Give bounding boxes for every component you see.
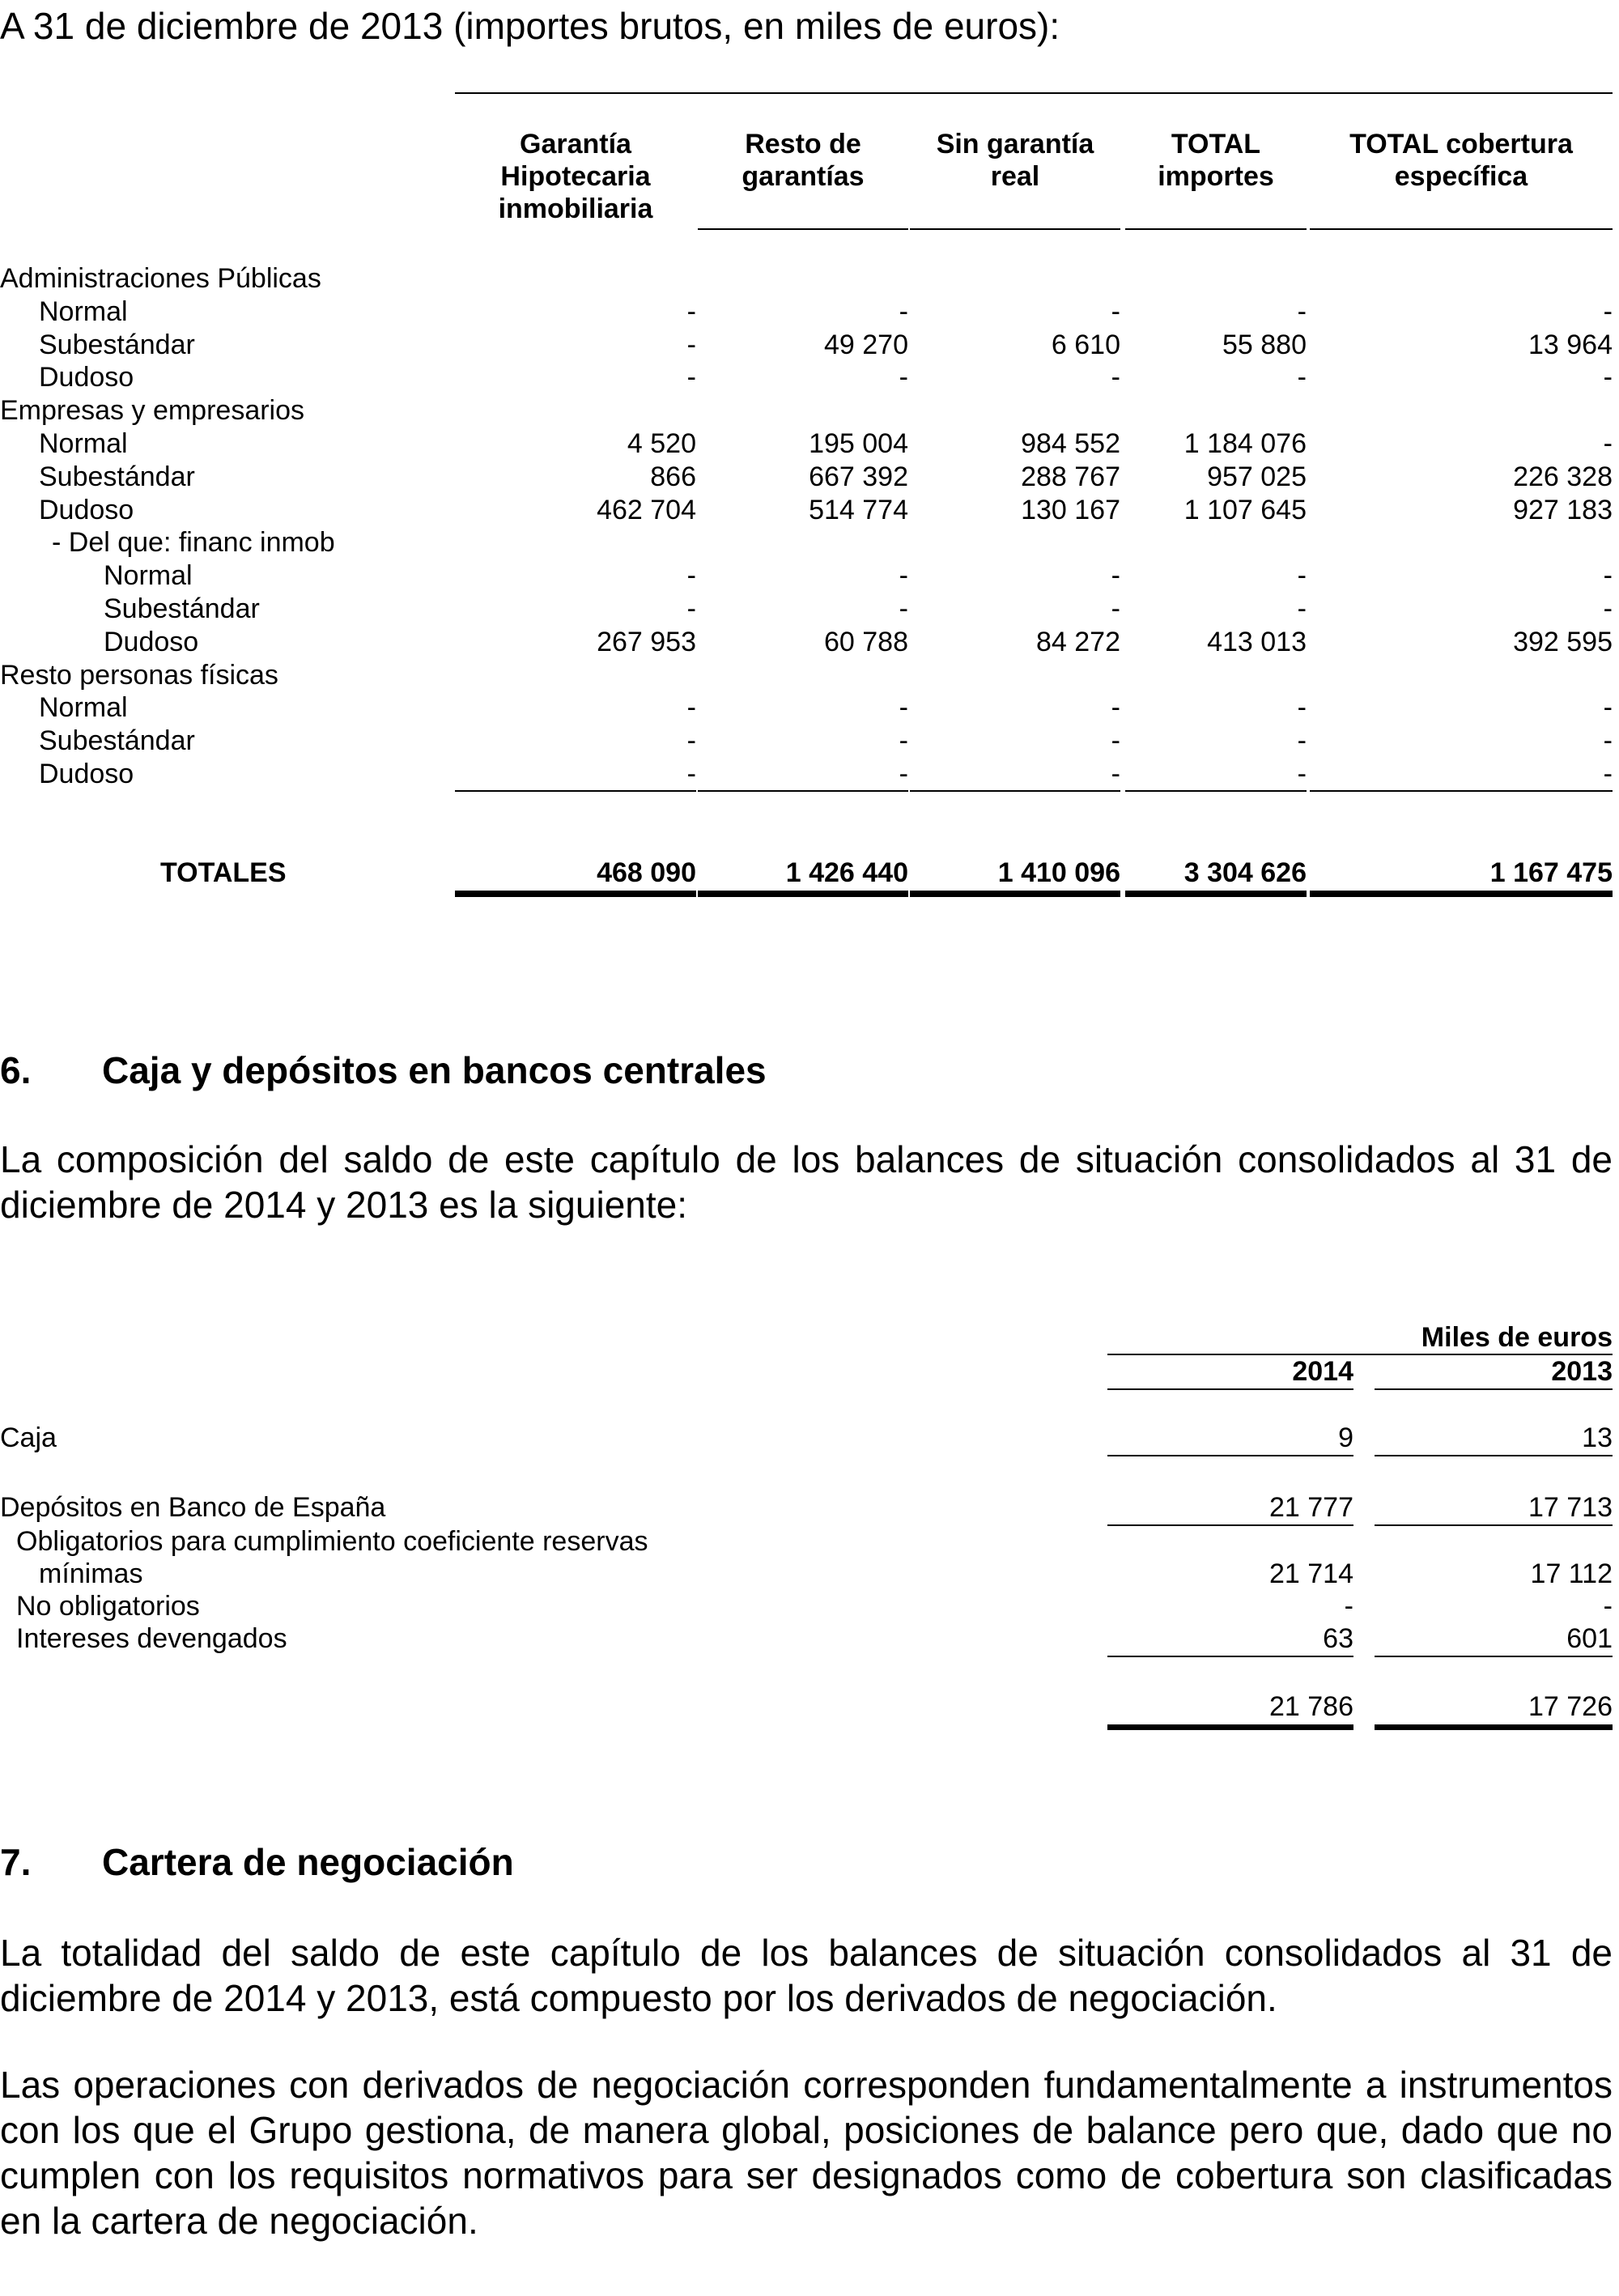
row-label: Subestándar <box>39 461 195 492</box>
column-header-line: garantías <box>742 161 865 192</box>
cell-value: 55 880 <box>1222 329 1307 360</box>
column-header-rule <box>910 228 1120 230</box>
cell-value: - <box>1603 692 1613 724</box>
cell-value: 84 272 <box>1036 626 1120 657</box>
cell-value: - <box>899 692 908 724</box>
rows-bottom-rule <box>910 790 1120 792</box>
cell-value: - <box>899 593 908 624</box>
row-label: Dudoso <box>39 362 134 393</box>
totals-label: TOTALES <box>160 857 287 888</box>
cell-value: 130 167 <box>1021 494 1120 525</box>
column-header-line: Hipotecaria <box>500 161 651 192</box>
total-2014: 21 786 <box>1269 1691 1353 1722</box>
cell-value: - <box>1603 362 1613 393</box>
column-header-rule <box>1310 228 1613 230</box>
cell-value: 267 953 <box>597 626 696 657</box>
rule <box>1375 1656 1613 1657</box>
row-label: Caja <box>0 1422 57 1453</box>
total-value: 468 090 <box>597 857 696 888</box>
column-header-line: inmobiliaria <box>498 193 653 224</box>
row-label: Dudoso <box>104 626 199 657</box>
row-label: Empresas y empresarios <box>0 395 305 427</box>
cell-value: 514 774 <box>809 494 908 525</box>
cell-value: 413 013 <box>1207 626 1307 657</box>
totals-rule <box>1310 891 1613 897</box>
cell-value: - <box>686 593 696 624</box>
year-2013-rule <box>1375 1388 1613 1390</box>
total-rule <box>1375 1724 1613 1730</box>
cell-value: - <box>1603 428 1613 459</box>
row-label: Normal <box>39 692 128 724</box>
row-label: Subestándar <box>39 725 195 757</box>
year-2013-header: 2013 <box>1551 1356 1613 1387</box>
section-6-title: Caja y depósitos en bancos centrales <box>102 1049 767 1091</box>
row-label: Subestándar <box>39 329 195 360</box>
value-2013: 601 <box>1566 1623 1613 1654</box>
totals-rule <box>455 891 696 897</box>
cell-value: - <box>1297 560 1307 592</box>
cell-value: - <box>899 362 908 393</box>
cell-value: - <box>1297 362 1307 393</box>
total-2013: 17 726 <box>1528 1691 1613 1722</box>
row-label: Depósitos en Banco de España <box>0 1492 386 1523</box>
rule <box>1107 1455 1353 1456</box>
row-label: Intereses devengados <box>16 1623 287 1654</box>
cell-value: - <box>1603 296 1613 327</box>
column-header-line: real <box>990 161 1040 192</box>
cell-value: - <box>686 759 696 789</box>
cell-value: - <box>1603 560 1613 592</box>
year-2014-header: 2014 <box>1292 1356 1353 1387</box>
row-label: Obligatorios para cumplimiento coeficiente reservas <box>16 1526 648 1557</box>
cell-value: 957 025 <box>1207 461 1307 492</box>
cell-value: 288 767 <box>1021 461 1120 492</box>
year-2014-rule <box>1107 1388 1353 1390</box>
rows-bottom-rule <box>1125 790 1307 792</box>
cell-value: - <box>1603 593 1613 624</box>
cell-value: 667 392 <box>809 461 908 492</box>
cell-value: 195 004 <box>809 428 908 459</box>
column-header-line: específica <box>1394 161 1528 192</box>
total-rule <box>1107 1724 1353 1730</box>
cell-value: - <box>1297 725 1307 757</box>
column-header-line: TOTAL <box>1171 129 1261 159</box>
row-label: Subestándar <box>104 593 260 624</box>
cell-value: - <box>1111 593 1120 624</box>
value-2014: 21 777 <box>1269 1492 1353 1523</box>
totals-rule <box>698 891 908 897</box>
value-2013: - <box>1603 1591 1613 1622</box>
cell-value: - <box>686 725 696 757</box>
cell-value: 4 520 <box>627 428 696 459</box>
cell-value: - <box>1111 362 1120 393</box>
total-value: 1 426 440 <box>785 857 908 888</box>
value-2014: 63 <box>1323 1623 1353 1654</box>
cell-value: - <box>1111 692 1120 724</box>
cell-value: - <box>1297 593 1307 624</box>
rule <box>1375 1455 1613 1456</box>
cell-value: - <box>899 296 908 327</box>
cell-value: - <box>1111 725 1120 757</box>
section-6-paragraph: La composición del saldo de este capítulo de los balances de situación consolidados al 31 de diciembre de 2014 y 2013 es la siguiente: <box>0 1138 1613 1226</box>
section-7-paragraph-1: La totalidad del saldo de este capítulo de los balances de situación consolidados al 31 de diciembre de 2014 y 2013, está compuesto por los derivados de negociación. <box>0 1932 1613 2019</box>
cell-value: 1 184 076 <box>1183 428 1307 459</box>
section-7-title: Cartera de negociación <box>102 1841 514 1883</box>
cell-value: 13 964 <box>1528 329 1613 360</box>
cell-value: - <box>1603 759 1613 789</box>
cell-value: - <box>1297 759 1307 789</box>
cell-value: - <box>686 560 696 592</box>
cell-value: 462 704 <box>597 494 696 525</box>
row-label: - Del que: financ inmob <box>52 527 335 559</box>
cell-value: 984 552 <box>1021 428 1120 459</box>
rows-bottom-rule <box>1310 790 1613 792</box>
value-2013: 17 713 <box>1528 1492 1613 1523</box>
section-7-paragraph-2: Las operaciones con derivados de negociación corresponden fundamentalmente a instrumentos con los que el Grupo gestiona, de manera global, posiciones de balance pero que, dado que no cumplen con los requisitos normativos para ser designados como de cobertura son clasificadas en la cartera de negociación. <box>0 2064 1613 2242</box>
cell-value: - <box>686 296 696 327</box>
total-value: 1 410 096 <box>997 857 1120 888</box>
column-header-line: Resto de <box>745 129 861 159</box>
table1-intro: A 31 de diciembre de 2013 (importes brutos, en miles de euros): <box>0 5 1060 47</box>
column-header-line: importes <box>1158 161 1274 192</box>
column-header-line: Sin garantía <box>936 129 1094 159</box>
rule <box>1107 1656 1353 1657</box>
table-top-rule <box>455 92 1613 94</box>
rule <box>1375 1524 1613 1526</box>
cell-value: - <box>686 329 696 360</box>
row-label: mínimas <box>39 1558 143 1589</box>
section-6-number: 6. <box>0 1049 32 1091</box>
cell-value: - <box>686 362 696 393</box>
value-2013: 17 112 <box>1530 1558 1613 1589</box>
row-label: Resto personas físicas <box>0 659 278 691</box>
column-header-line: Garantía <box>520 129 631 159</box>
cell-value: 226 328 <box>1513 461 1613 492</box>
value-2014: - <box>1344 1591 1353 1622</box>
cell-value: - <box>1111 296 1120 327</box>
row-label: Administraciones Públicas <box>0 263 321 294</box>
column-header-rule <box>698 228 908 230</box>
cell-value: 392 595 <box>1513 626 1613 657</box>
total-value: 3 304 626 <box>1183 857 1307 888</box>
cell-value: 927 183 <box>1513 494 1613 525</box>
cell-value: - <box>1297 296 1307 327</box>
row-label: Dudoso <box>39 759 134 789</box>
totals-rule <box>910 891 1120 897</box>
column-header-line: TOTAL cobertura <box>1349 129 1573 159</box>
row-label: Normal <box>39 428 128 459</box>
cell-value: 49 270 <box>824 329 908 360</box>
cell-value: 6 610 <box>1051 329 1120 360</box>
cell-value: 60 788 <box>824 626 908 657</box>
row-label: Normal <box>104 560 193 592</box>
rows-bottom-rule <box>455 790 696 792</box>
cell-value: 1 107 645 <box>1183 494 1307 525</box>
value-2013: 13 <box>1582 1422 1613 1453</box>
cell-value: - <box>1111 759 1120 789</box>
cell-value: - <box>1297 692 1307 724</box>
cell-value: - <box>899 725 908 757</box>
rule <box>1107 1524 1353 1526</box>
column-header-rule <box>1125 228 1307 230</box>
cell-value: - <box>899 759 908 789</box>
cell-value: - <box>899 560 908 592</box>
row-label: Dudoso <box>39 494 134 525</box>
value-2014: 9 <box>1338 1422 1353 1453</box>
rows-bottom-rule <box>698 790 908 792</box>
value-2014: 21 714 <box>1269 1558 1353 1589</box>
row-label: No obligatorios <box>16 1591 200 1622</box>
cell-value: - <box>1111 560 1120 592</box>
section-7-number: 7. <box>0 1841 32 1883</box>
cell-value: - <box>1603 725 1613 757</box>
cell-value: - <box>686 692 696 724</box>
total-value: 1 167 475 <box>1489 857 1613 888</box>
row-label: Normal <box>39 296 128 327</box>
unit-header: Miles de euros <box>1421 1322 1613 1353</box>
totals-rule <box>1125 891 1307 897</box>
cell-value: 866 <box>650 461 696 492</box>
